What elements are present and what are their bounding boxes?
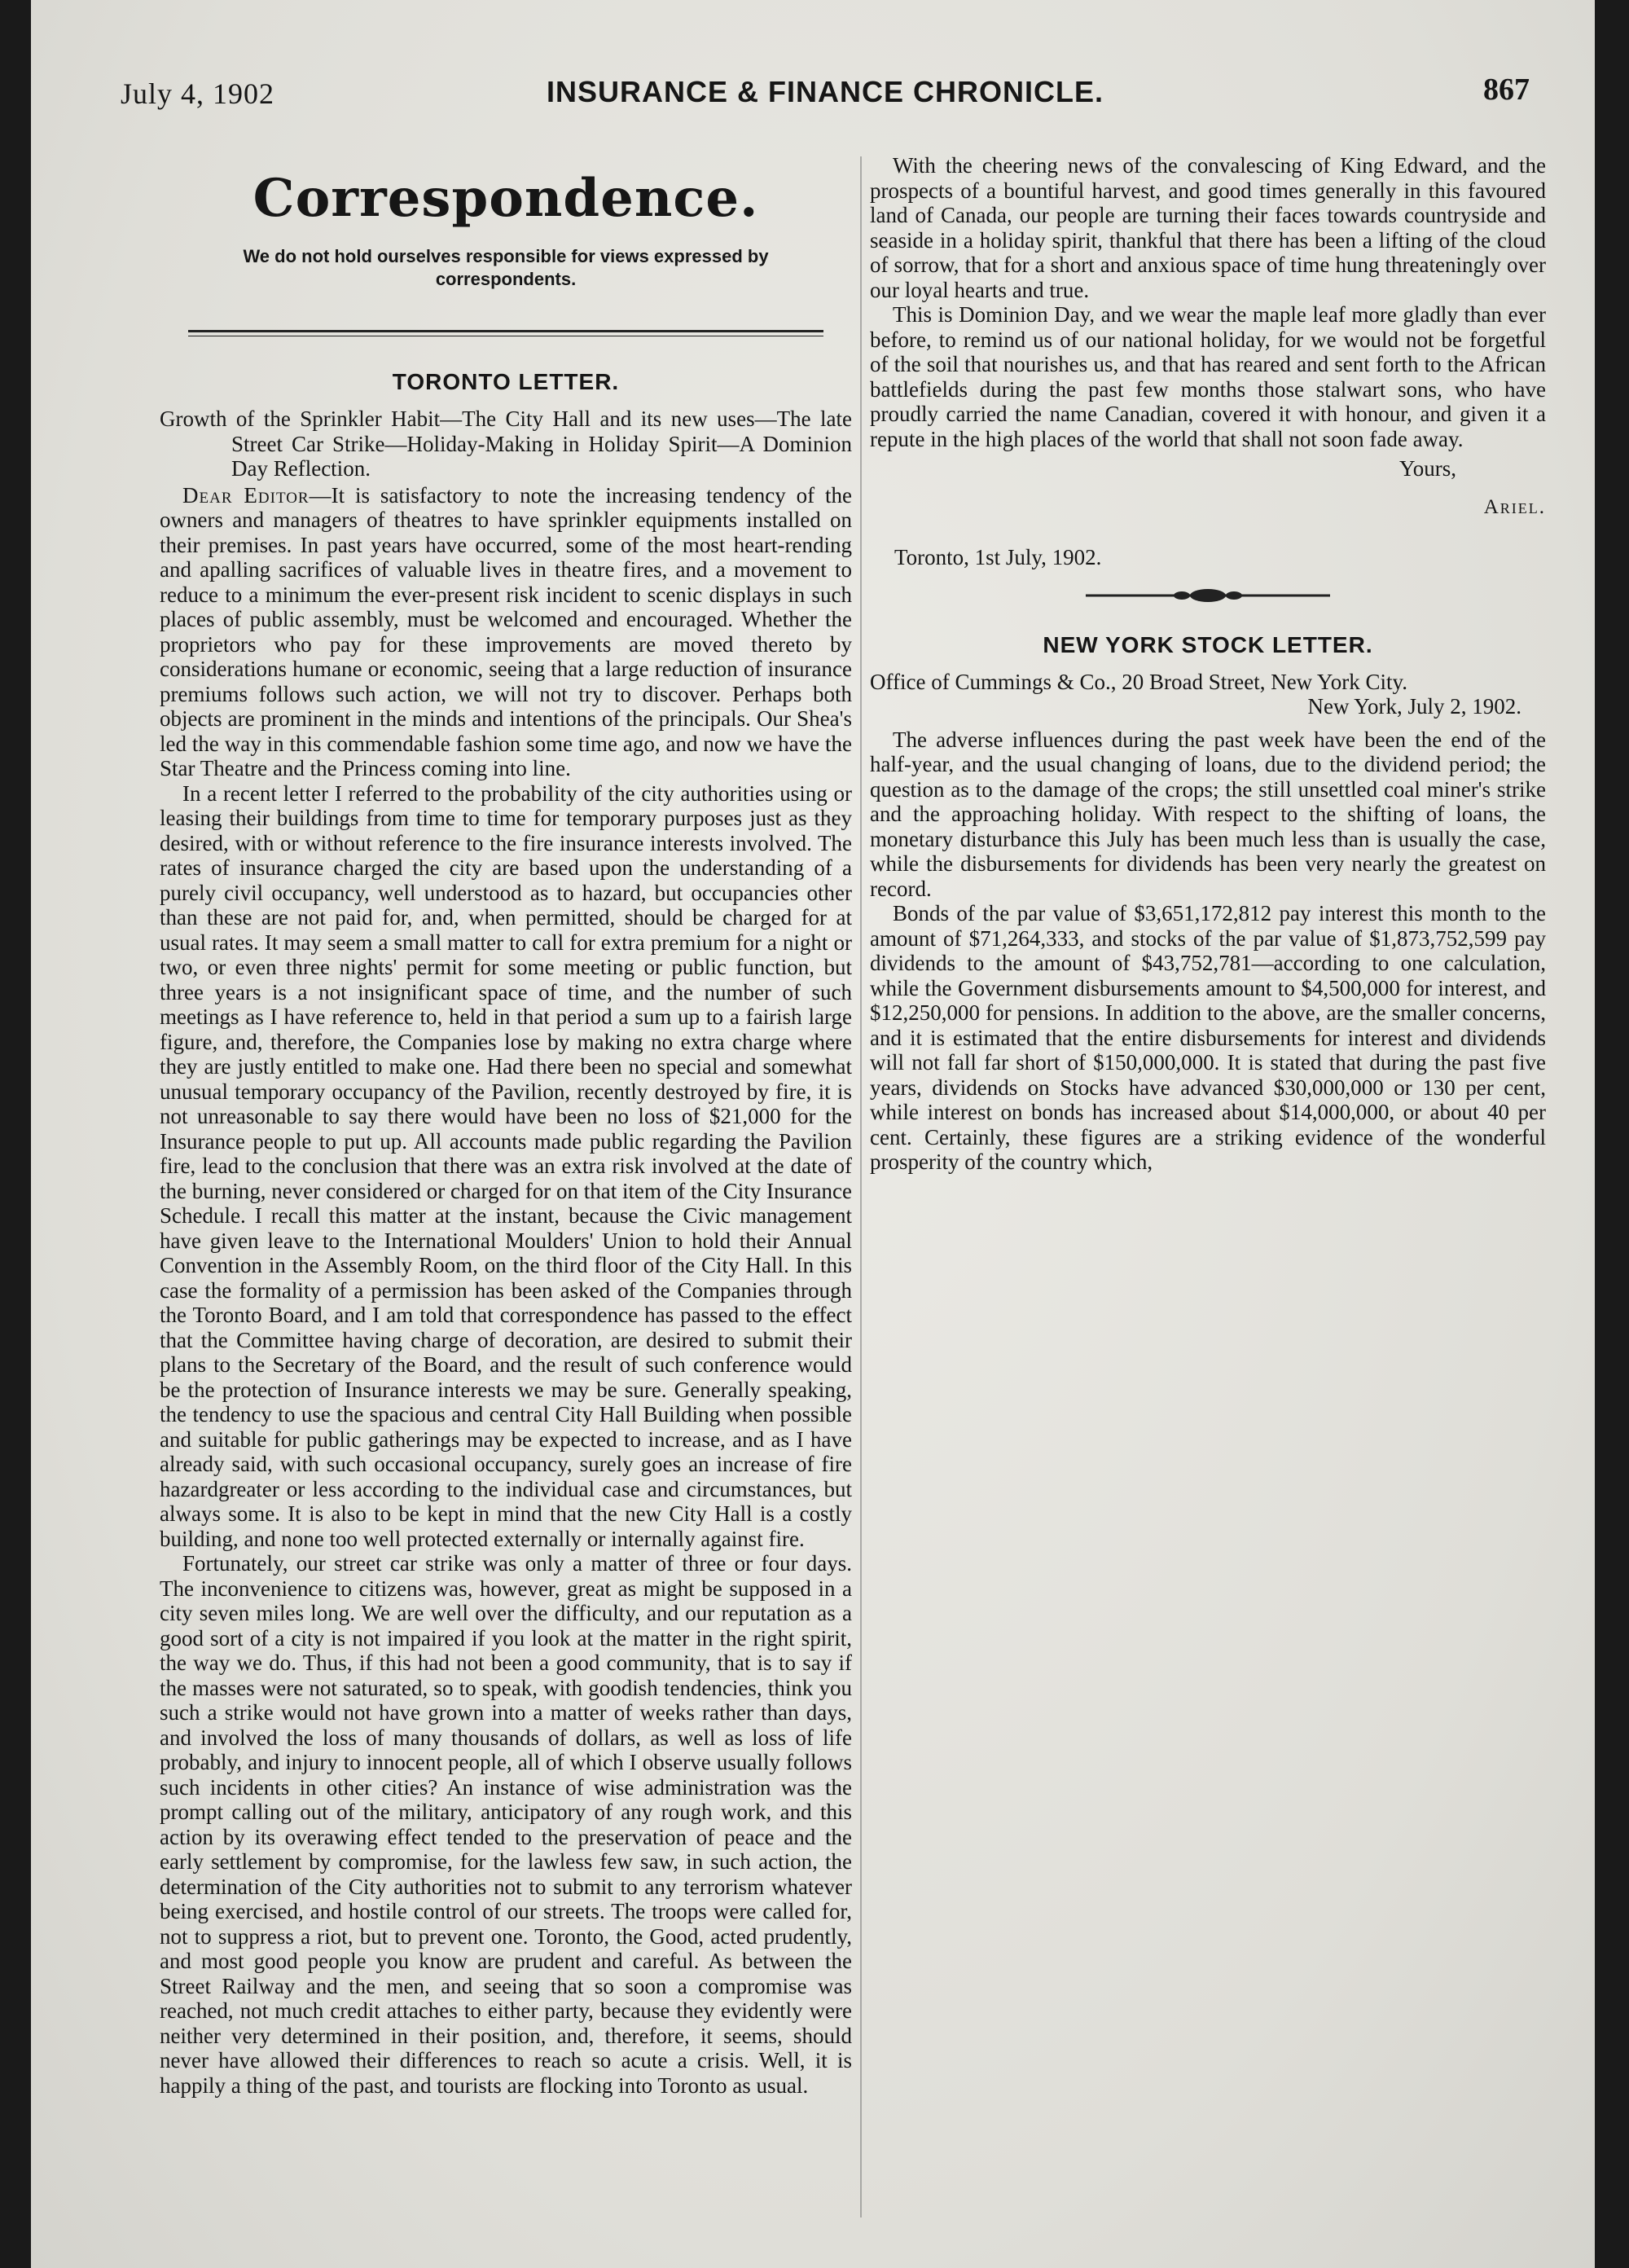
running-head bbox=[121, 72, 1530, 121]
toronto-paragraph-2: In a recent letter I referred to the probability of the city authorities using or leasing their buildings from time to time for temporary purposes just as they desired, with or without reference to the fire insurance interests involved. The rates of insurance charged the city are based upon the understanding of a purely civil occupancy, well understood as to hazard, but occupancies other than these are not paid for, and, when permitted, should be charged for at usual rates. It may seem a small matter to call for extra premium for a night or two, or even three nights' permit for some meeting or public function, but three years is a not insignificant space of time, and the number of such meetings as I have reference to, held in that period a sum up to a fairish large figure, and, therefore, the Companies lose by making no extra charge where they are justly entitled to make one. Had there been no special and somewhat unusual temporary occupancy of the Pavilion, recently destroyed by fire, it is not unreasonable to say there would have been no loss of $21,000 for the Insurance people to put up. All accounts made public regarding the Pavilion fire, lead to the conclusion that there was an extra risk involved at the date of the burning, never considered or charged for on that item of the City Insurance Schedule. I recall this matter at the instant, because the Civic management have given leave to the International Moulders' Union to hold their Annual Convention in the Assembly Room, on the third floor of the City Hall. In this case the formality of a permission has been asked of the Companies through the Toronto Board, and I am told that correspondence has passed to the effect that the Committee having charge of decoration, are desired to submit their plans to the Secretary of the Board, and the result of such conference would be the protection of Insurance interests we may be sure. Generally speaking, the tendency to use the spacious and central City Hall Building when possible and suitable for public gatherings may be expected to increase, and as I have already said, with such occasional occupancy, surely goes an increase of fire hazardgreater or less according to the individual case and circumstances, but always some. It is also to be kept in mind that the new City Hall is a costly building, and none too well protected externally or internally against fire. bbox=[160, 780, 852, 1551]
ny-office-address: Office of Cummings & Co., 20 Broad Street, New York City. bbox=[870, 669, 1407, 694]
left-column bbox=[160, 153, 852, 2255]
letter-signature: Ariel. bbox=[1483, 495, 1546, 518]
salutation: Dear Editor bbox=[182, 482, 310, 508]
page-sheet bbox=[31, 0, 1595, 2268]
section-title: Correspondence. bbox=[252, 168, 759, 229]
toronto-paragraph-1: Dear Editor—It is satisfactory to note the increasing tendency of the owners and managers of theatres to have sprinkler equipments installed on their premises. In past years have occurred, some of the most heart-rending and apalling sacrifices of valuable lives in theatre fires, and a movement to reduce to a minimum the ever-present risk incident to scenic displays in such places of public assembly, must be welcomed and encouraged. Whether the proprietors who pay for these improvements are moved thereto by considerations humane or economic, seeing that a large reduction of insurance premiums follows such action, we will not try to discover. Perhaps both objects are prominent in the minds and intentions of the principals. Our Shea's led the way in this commendable fashion some time ago, and now we have the Star Theatre and the Princess coming into line. bbox=[160, 482, 852, 780]
journal-title: INSURANCE & FINANCE CHRONICLE. bbox=[546, 75, 1104, 108]
toronto-dateline: Toronto, 1st July, 1902. bbox=[894, 544, 1102, 569]
toronto-paragraph-3: Fortunately, our street car strike was only a matter of three or four days. The inconvenience to citizens was, however, great as might be supposed in a city seven miles long. We are well over the difficulty, and our reputation as a good sort of a city is not impaired if you look at the matter in the right spirit, the way we do. Thus, if this had not been a good community, that is to say if the masses were not saturated, so to speak, with goodish tendencies, think you such a strike would not have grown into a matter of weeks rather than days, and involved the loss of many thousands of dollars, as well as loss of life probably, and injury to innocent people, all of which I observe usually follows such incidents in other cities? An instance of wise administration was the prompt calling out of the military, anticipatory of any rough work, and this action by its overawing effect tended to the preservation of peace and the early settlement by compromise, for the lawless few saw, in such action, the determination of the City authorities not to submit to any terrorism whatever being exercised, and hostile control of our streets. The troops were called for, not to suppress a riot, but to prevent one. Toronto, the Good, acted prudently, and most good people you know are prudent and careful. As between the Street Railway and the men, and seeing that so soon a compromise was reached, not much credit attaches to either party, because they evidently were neither very determined in their position, and, therefore, it seems, should never have allowed their differences to reach so acute a crisis. Well, it is happily a thing of the past, and tourists are flocking into Toronto as usual. bbox=[160, 1551, 852, 2098]
toronto-paragraph-4: With the cheering news of the convalescing of King Edward, and the prospects of a bountiful harvest, and good times generally in this favoured land of Canada, our people are turning their faces towards countryside and seaside in a holiday spirit, thankful that there has been a lifting of the cloud of sorrow, that for a short and anxious space of time hung threateningly over our loyal hearts and true. bbox=[870, 153, 1546, 302]
toronto-letter-subhead: Growth of the Sprinkler Habit—The City Hall and its new uses—The late Street Car Strike—Holiday-Making in Holiday Spirit—A Dominion Day Reflection. bbox=[160, 407, 852, 481]
ny-dateline: New York, July 2, 1902. bbox=[1307, 694, 1521, 719]
ornament-divider bbox=[1086, 587, 1330, 604]
column-rule bbox=[860, 156, 862, 2217]
ny-letter-headline: NEW YORK STOCK LETTER. bbox=[1043, 631, 1373, 657]
ny-paragraph-2: Bonds of the par value of $3,651,172,812 pay interest this month to the amount of $71,264,333, and stocks of the par value of $1,873,752,599 pay dividends to the amount of $43,752,781—according to one calculation, while the Government disbursements amount to $4,500,000 for interest, and $12,250,000 for pensions. In addition to the above, are the smaller concerns, and it is estimated that the entire disbursements for interest and dividends will not fall far short of $150,000,000. It is stated that during the past five years, dividends on Stocks have advanced $30,000,000 or 130 per cent, while interest on bonds has increased about $14,000,000, or about 40 per cent. Certainly, these figures are a striking evidence of the wonderful prosperity of the country which, bbox=[870, 901, 1546, 1174]
ny-paragraph-1: The adverse influences during the past week have been the end of the half-year, and the usual changing of loans, due to the dividend period; the question as to the damage of the crops; the still unsettled coal miner's strike and the approaching holiday. With respect to the shifting of loans, the monetary disturbance this July has been much less than is usually the case, while the disbursements for dividends has been very nearly the greatest on record. bbox=[870, 727, 1546, 901]
toronto-paragraph-5: This is Dominion Day, and we wear the maple leaf more gladly than ever before, to remind us of our national holiday, for we would not be forgetful of the soil that nourishes us, and that has reared and sent forth to the African battlefields during the past few months those stalwart sons, who have proudly carried the name Canadian, covered it with honour, and given it a repute in the high places of the world that shall not soon fade away. bbox=[870, 302, 1546, 451]
issue-date: July 4, 1902 bbox=[121, 77, 275, 110]
toronto-letter-headline: TORONTO LETTER. bbox=[392, 369, 620, 394]
section-divider bbox=[188, 330, 823, 336]
letter-closing: Yours, bbox=[1398, 456, 1456, 481]
page-number: 867 bbox=[1483, 73, 1530, 107]
disclaimer: We do not hold ourselves responsible for views expressed by correspondents. bbox=[243, 246, 769, 289]
right-column bbox=[870, 153, 1546, 2255]
